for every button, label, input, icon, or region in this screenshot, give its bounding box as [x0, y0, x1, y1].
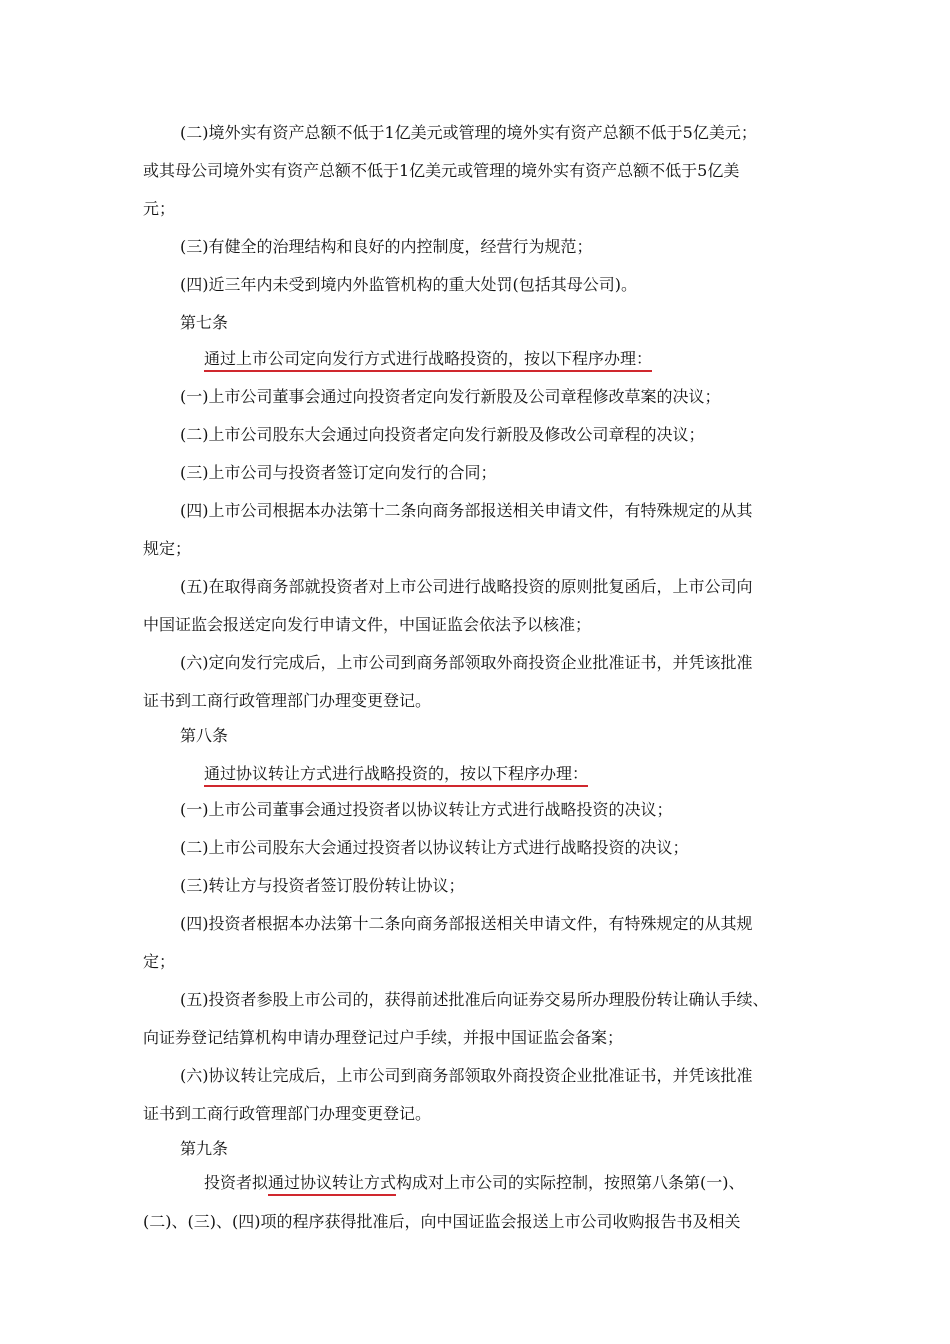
paragraph-line: (二)上市公司股东大会通过向投资者定向发行新股及修改公司章程的决议； — [180, 425, 705, 444]
paragraph-line: (五)投资者参股上市公司的，获得前述批准后向证券交易所办理股份转让确认手续、 — [180, 990, 769, 1009]
underlined-text: 通过上市公司定向发行方式进行战略投资的，按以下程序办理： — [204, 349, 652, 372]
article-heading-7: 第七条 — [180, 313, 229, 332]
paragraph-line: (三)转让方与投资者签订股份转让协议； — [180, 876, 465, 895]
paragraph-line: (三)上市公司与投资者签订定向发行的合同； — [180, 463, 497, 482]
underlined-line — [204, 348, 652, 370]
paragraph-line: (二)境外实有资产总额不低于1亿美元或管理的境外实有资产总额不低于5亿美元； — [180, 123, 757, 142]
paragraph-line: 向证券登记结算机构申请办理登记过户手续，并报中国证监会备案； — [143, 1028, 624, 1047]
paragraph-line: 规定； — [143, 539, 192, 558]
text-run: 投资者拟 — [204, 1173, 269, 1192]
paragraph-line: (二)、(三)、(四)项的程序获得批准后，向中国证监会报送上市公司收购报告书及相关 — [143, 1212, 741, 1231]
article-heading-9: 第九条 — [180, 1139, 229, 1158]
underlined-text: 通过协议转让方式 — [268, 1173, 396, 1196]
paragraph-line: (二)上市公司股东大会通过投资者以协议转让方式进行战略投资的决议； — [180, 838, 689, 857]
paragraph-line: (四)投资者根据本办法第十二条向商务部报送相关申请文件，有特殊规定的从其规 — [180, 914, 753, 933]
paragraph-line: (六)定向发行完成后，上市公司到商务部领取外商投资企业批准证书，并凭该批准 — [180, 653, 753, 672]
paragraph-line: (一)上市公司董事会通过投资者以协议转让方式进行战略投资的决议； — [180, 800, 673, 819]
paragraph-line: 证书到工商行政管理部门办理变更登记。 — [143, 1104, 432, 1123]
paragraph-line: 元； — [143, 199, 176, 218]
paragraph-line: (四)近三年内未受到境内外监管机构的重大处罚(包括其母公司)。 — [180, 275, 637, 294]
paragraph-line: (六)协议转让完成后，上市公司到商务部领取外商投资企业批准证书，并凭该批准 — [180, 1066, 753, 1085]
paragraph-line: (四)上市公司根据本办法第十二条向商务部报送相关申请文件，有特殊规定的从其 — [180, 501, 753, 520]
article-heading-8: 第八条 — [180, 726, 229, 745]
paragraph-line: 中国证监会报送定向发行申请文件，中国证监会依法予以核准； — [143, 615, 592, 634]
paragraph-line: 定； — [143, 952, 176, 971]
paragraph-line — [204, 1172, 745, 1194]
paragraph-line: (一)上市公司董事会通过向投资者定向发行新股及公司章程修改草案的决议； — [180, 387, 721, 406]
paragraph-line: 或其母公司境外实有资产总额不低于1亿美元或管理的境外实有资产总额不低于5亿美 — [143, 161, 740, 180]
underlined-text: 通过协议转让方式进行战略投资的，按以下程序办理： — [204, 764, 588, 787]
underlined-line — [204, 763, 588, 785]
text-run: 构成对上市公司的实际控制，按照第八条第(一)、 — [396, 1173, 745, 1192]
paragraph-line: (五)在取得商务部就投资者对上市公司进行战略投资的原则批复函后，上市公司向 — [180, 577, 753, 596]
paragraph-line: 证书到工商行政管理部门办理变更登记。 — [143, 691, 432, 710]
paragraph-line: (三)有健全的治理结构和良好的内控制度，经营行为规范； — [180, 237, 593, 256]
